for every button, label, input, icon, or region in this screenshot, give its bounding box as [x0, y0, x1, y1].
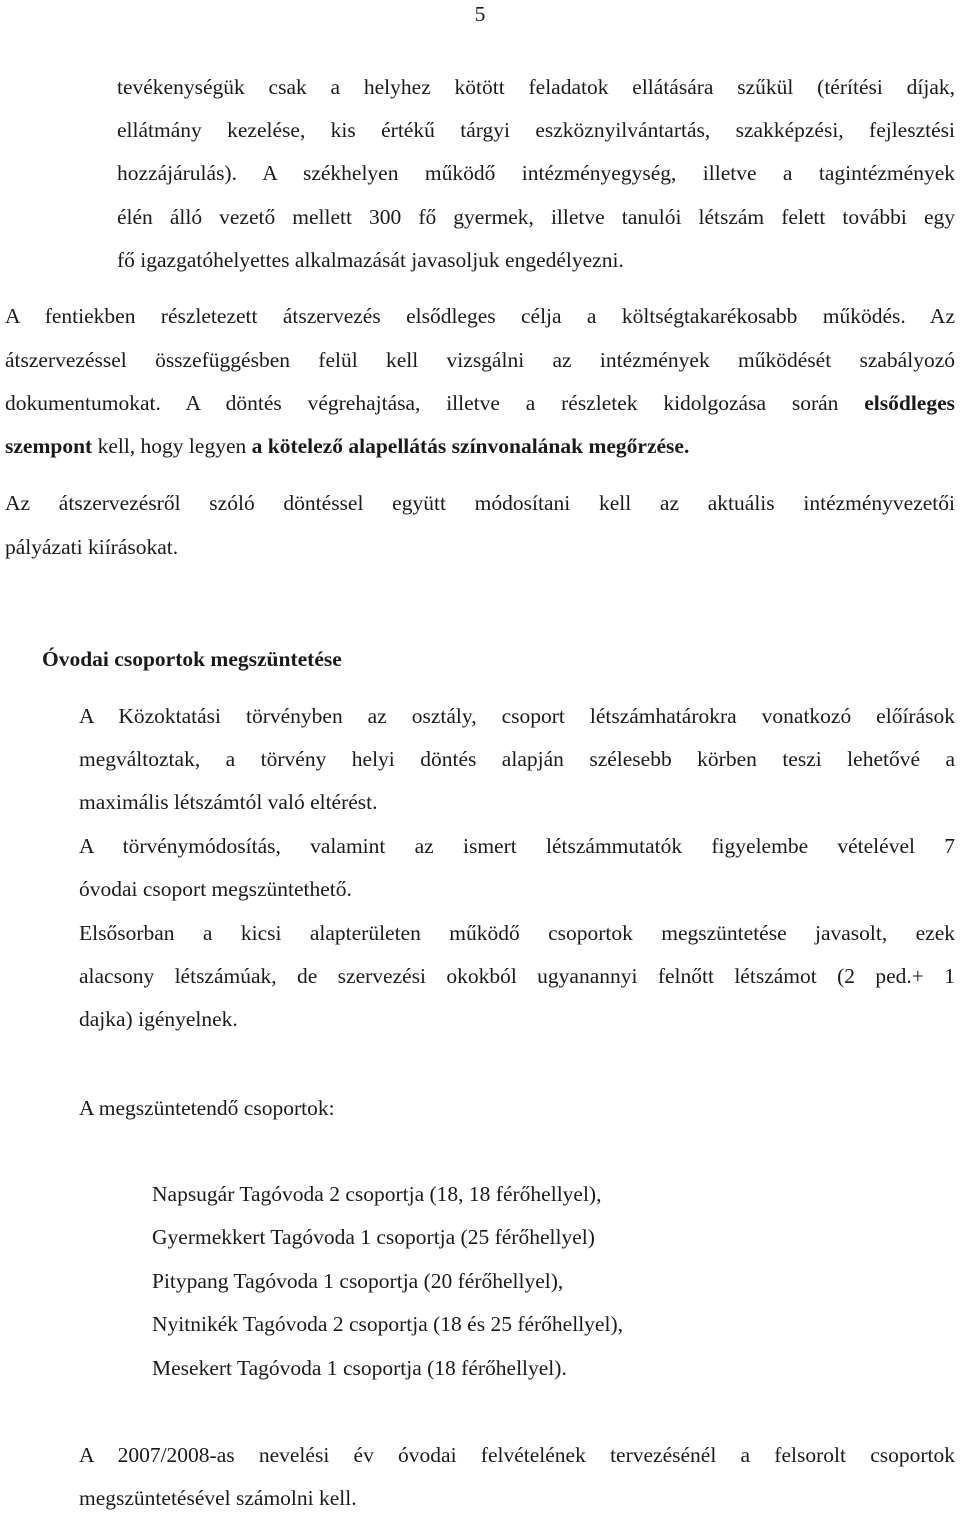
section-para2-line-2: óvodai csoport megszüntethető. — [79, 877, 352, 901]
para2-line-2: átszervezéssel összefüggésben felül kell vizsgálni az intézmények működését szabályozó — [5, 348, 955, 372]
list-item: Gyermekkert Tagóvoda 1 csoportja (25 férőhellyel) — [152, 1225, 595, 1249]
para2-line-3-bold: elsődleges — [864, 391, 955, 415]
para2-line-3-text: dokumentumokat. A döntés végrehajtása, illetve a részletek kidolgozása során — [5, 391, 839, 415]
para1-line-5: fő igazgatóhelyettes alkalmazását javasoljuk engedélyezni. — [117, 248, 624, 272]
list-item: Napsugár Tagóvoda 2 csoportja (18, 18 férőhellyel), — [152, 1182, 602, 1206]
para2-line-3 — [5, 391, 955, 416]
section-para3-line-2: alacsony létszámúak, de szervezési okokból ugyanannyi felnőtt létszámot (2 ped.+ 1 — [79, 964, 955, 988]
para1-line-2: ellátmány kezelése, kis értékű tárgyi eszköznyilvántartás, szakképzési, fejlesztési — [117, 118, 955, 142]
section-para1-line-1: A Közoktatási törvényben az osztály, csoport létszámhatárokra vonatkozó előírások — [79, 704, 955, 728]
list-item: Nyitnikék Tagóvoda 2 csoportja (18 és 25 férőhellyel), — [152, 1312, 623, 1336]
page-number: 5 — [474, 2, 486, 26]
para2-line-4 — [5, 434, 689, 459]
list-item: Pitypang Tagóvoda 1 csoportja (20 férőhellyel), — [152, 1269, 564, 1293]
closing-line-1: A 2007/2008-as nevelési év óvodai felvételének tervezésénél a felsorolt csoportok — [79, 1443, 955, 1467]
para1-line-4: élén álló vezető mellett 300 fő gyermek, illetve tanulói létszám felett további egy — [117, 205, 955, 229]
section-para3-line-1: Elsősorban a kicsi alapterületen működő csoportok megszüntetése javasolt, ezek — [79, 921, 955, 945]
list-intro: A megszüntetendő csoportok: — [79, 1096, 335, 1120]
para1-line-3: hozzájárulás). A székhelyen működő intézményegység, illetve a tagintézmények — [117, 161, 955, 185]
para2-line-4-bold-end: a kötelező alapellátás színvonalának megőrzése. — [251, 434, 690, 458]
para3-line-2: pályázati kiírásokat. — [5, 535, 179, 559]
para2-line-4-text: kell, hogy legyen — [92, 434, 252, 458]
list-item: Mesekert Tagóvoda 1 csoportja (18 férőhellyel). — [152, 1356, 567, 1380]
section-para1-line-3: maximális létszámtól való eltérést. — [79, 790, 378, 814]
para2-line-4-bold-start: szempont — [5, 434, 93, 458]
section-heading: Óvodai csoportok megszüntetése — [42, 647, 342, 671]
para2-line-1: A fentiekben részletezett átszervezés elsődleges célja a költségtakarékosabb működés. Az — [5, 304, 955, 328]
section-para1-line-2: megváltoztak, a törvény helyi döntés alapján szélesebb körben teszi lehetővé a — [79, 747, 955, 771]
section-para3-line-3: dajka) igényelnek. — [79, 1007, 238, 1031]
closing-line-2: megszüntetésével számolni kell. — [79, 1486, 357, 1510]
para1-line-1: tevékenységük csak a helyhez kötött feladatok ellátására szűkül (térítési díjak, — [117, 75, 955, 99]
para3-line-1: Az átszervezésről szóló döntéssel együtt módosítani kell az aktuális intézményvezetői — [5, 491, 955, 515]
section-para2-line-1: A törvénymódosítás, valamint az ismert létszámmutatók figyelembe vételével 7 — [79, 834, 955, 858]
